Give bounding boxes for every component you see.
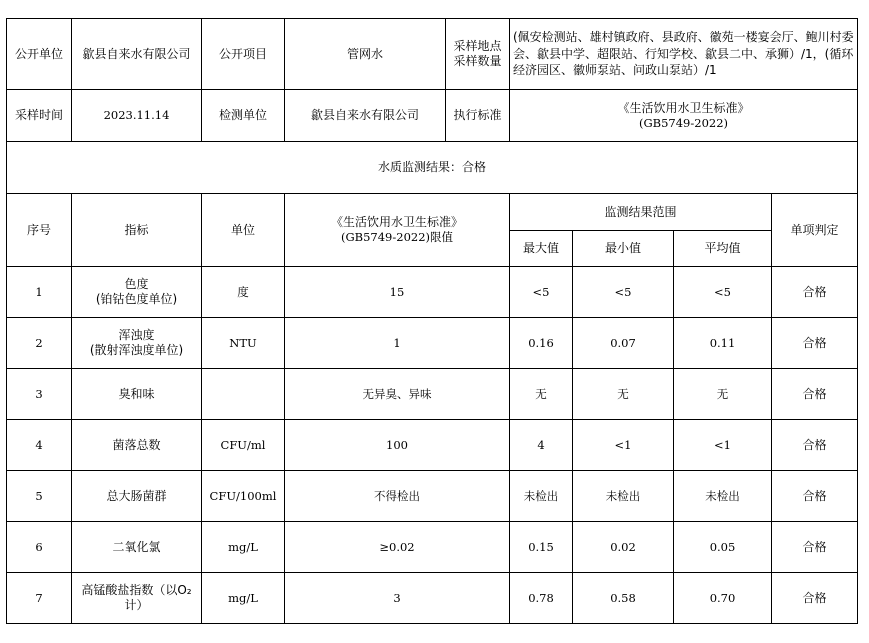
row-unit: CFU/ml [202,420,285,471]
summary-row [7,142,858,194]
row-avg: 0.11 [674,318,772,369]
row-verdict: 合格 [772,573,858,624]
location-label-line2: 采样数量 [453,54,502,68]
col-limit [285,194,510,267]
row-max: 0.15 [510,522,573,573]
row-max: 0.16 [510,318,573,369]
row-no: 4 [7,420,72,471]
row-indicator [72,420,202,471]
col-range: 监测结果范围 [510,194,772,231]
row-verdict: 合格 [772,420,858,471]
lab-value: 歙县自来水有限公司 [285,90,446,142]
row-limit: 3 [285,573,510,624]
row-max: 4 [510,420,573,471]
row-min: 0.58 [573,573,674,624]
standard-label: 执行标准 [446,90,510,142]
col-no: 序号 [7,194,72,267]
row-verdict: 合格 [772,267,858,318]
time-label: 采样时间 [7,90,72,142]
row-indicator [72,471,202,522]
row-limit: 不得检出 [285,471,510,522]
row-unit: CFU/100ml [202,471,285,522]
row-max: 未检出 [510,471,573,522]
table-row [7,522,858,573]
row-verdict: 合格 [772,522,858,573]
indicator-name: 菌落总数 [112,437,161,452]
table-row [7,573,858,624]
table-row [7,267,858,318]
row-indicator [72,318,202,369]
indicator-subname: (铂钴色度单位) [95,292,178,306]
row-indicator [72,267,202,318]
row-no: 5 [7,471,72,522]
time-value: 2023.11.14 [72,90,202,142]
row-min: 无 [573,369,674,420]
row-verdict: 合格 [772,318,858,369]
row-min: <1 [573,420,674,471]
row-verdict: 合格 [772,471,858,522]
row-no: 1 [7,267,72,318]
standard-value-line2: (GB5749-2022) [638,115,729,130]
report-table [6,18,858,624]
row-unit: mg/L [202,522,285,573]
table-row [7,471,858,522]
row-no: 6 [7,522,72,573]
indicator-name: 总大肠菌群 [106,488,167,503]
header-row-1 [7,19,858,90]
location-value: (佩安检测站、雄村镇政府、县政府、徽苑一楼宴会厅、鲍川村委会、歙县中学、超限站、行知学校、歙县二中、承狮）/1，(循环经济园区、徽师泵站、问政山泵站）/1 [510,19,858,90]
col-unit: 单位 [202,194,285,267]
row-indicator [72,369,202,420]
standard-value [510,90,858,142]
row-indicator [72,522,202,573]
row-min: 未检出 [573,471,674,522]
col-limit-line1: 《生活饮用水卫生标准》 [330,215,463,229]
org-value: 歙县自来水有限公司 [72,19,202,90]
indicator-name: 浑浊度 [118,328,155,342]
row-limit: 无异臭、异味 [285,369,510,420]
indicator-name: 色度 [124,277,149,291]
row-unit [202,369,285,420]
row-unit: 度 [202,267,285,318]
row-unit: NTU [202,318,285,369]
result-summary: 水质监测结果：合格 [7,142,858,194]
col-min: 最小值 [573,231,674,267]
table-row [7,369,858,420]
row-no: 3 [7,369,72,420]
row-min: <5 [573,267,674,318]
row-unit: mg/L [202,573,285,624]
item-label: 公开项目 [202,19,285,90]
row-no: 7 [7,573,72,624]
row-no: 2 [7,318,72,369]
row-max: 无 [510,369,573,420]
row-limit: 15 [285,267,510,318]
row-min: 0.07 [573,318,674,369]
col-max: 最大值 [510,231,573,267]
lab-label: 检测单位 [202,90,285,142]
table-row [7,420,858,471]
water-quality-report [6,18,858,624]
row-min: 0.02 [573,522,674,573]
row-verdict: 合格 [772,369,858,420]
row-limit: 100 [285,420,510,471]
col-verdict: 单项判定 [772,194,858,267]
column-header-row-1 [7,194,858,231]
row-max: 0.78 [510,573,573,624]
header-row-2 [7,90,858,142]
row-avg: 无 [674,369,772,420]
row-avg: 0.70 [674,573,772,624]
location-label-line1: 采样地点 [453,39,502,53]
row-avg: 0.05 [674,522,772,573]
location-label [446,19,510,90]
col-limit-line2: (GB5749-2022)限值 [340,230,454,244]
indicator-subname: 计） [124,598,149,612]
row-indicator [72,573,202,624]
row-avg: 未检出 [674,471,772,522]
row-avg: <5 [674,267,772,318]
standard-value-line1: 《生活饮用水卫生标准》 [617,100,750,115]
row-limit: ≥0.02 [285,522,510,573]
row-limit: 1 [285,318,510,369]
indicator-subname: (散射浑浊度单位) [89,343,184,357]
indicator-name: 臭和味 [118,386,155,401]
col-avg: 平均值 [674,231,772,267]
item-value: 管网水 [285,19,446,90]
col-indicator: 指标 [72,194,202,267]
table-row [7,318,858,369]
org-label: 公开单位 [7,19,72,90]
indicator-name: 高锰酸盐指数（以O₂ [81,583,192,597]
row-avg: <1 [674,420,772,471]
row-max: <5 [510,267,573,318]
indicator-name: 二氧化氯 [112,539,161,554]
